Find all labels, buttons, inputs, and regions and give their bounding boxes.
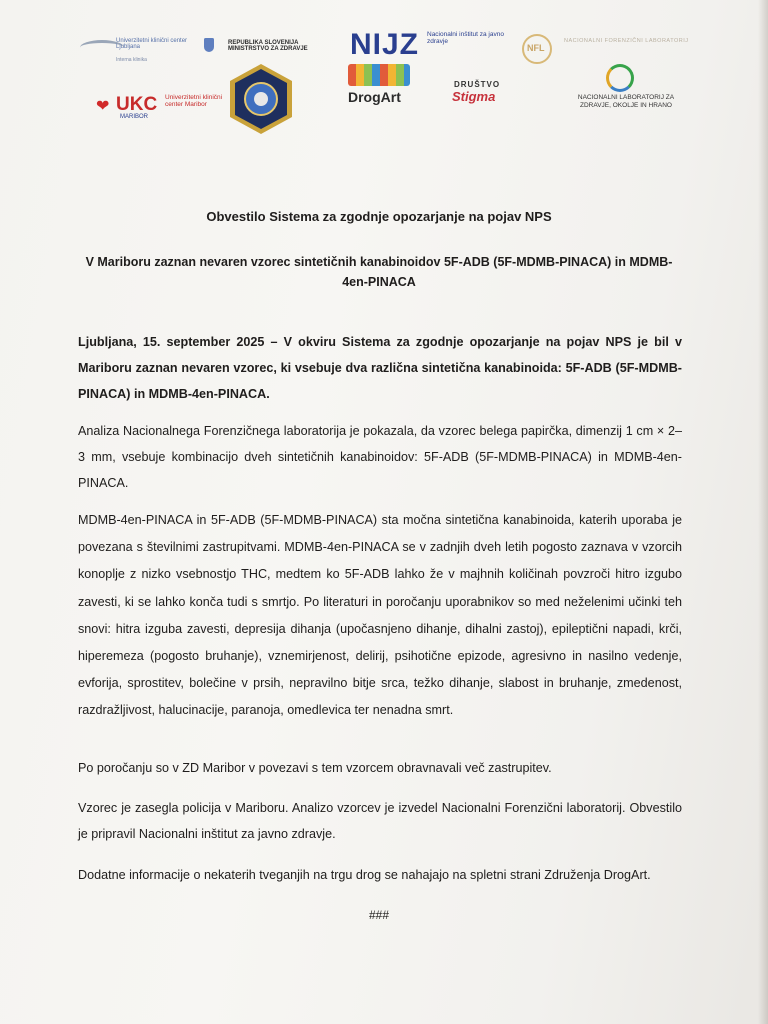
coat-of-arms-icon <box>204 38 214 52</box>
logo-nfl <box>522 34 702 62</box>
logo-ukc-ljubljana <box>80 36 188 70</box>
paragraph-poisonings: Po poročanju so v ZD Maribor v povezavi s tem vzorcem obravnavali več zastrupitev. <box>78 761 552 775</box>
logo-stigma-line1: DRUŠTVO <box>454 80 501 89</box>
paper-edge-shadow <box>758 0 768 1024</box>
logo-nlzoh-text: NACIONALNI LABORATORIJ ZA ZDRAVJE, OKOLJE IN HRANO <box>577 94 675 110</box>
logo-nlzoh <box>566 64 686 118</box>
logo-nfl-text: NACIONALNI FORENZIČNI LABORATORIJ <box>564 38 689 44</box>
paragraph-analysis: Analiza Nacionalnega Forenzičnega laboratorija je pokazala, da vzorec belega papirčka, dimenzij 1 cm × 2–3 mm, vsebuje kombinacijo dveh sintetičnih kanabinoidov: 5F-ADB (5F-MDMB-PINACA) in MDMB-4en-PINACA. <box>78 424 682 490</box>
logo-ministry-text: REPUBLIKA SLOVENIJA MINISTRSTVO ZA ZDRAVJE <box>228 40 308 53</box>
logo-nijz-text: Nacionalni inštitut za javno zdravje <box>427 31 504 45</box>
logo-stigma <box>452 80 522 110</box>
logo-ukc-maribor <box>96 94 226 124</box>
logo-nijz <box>350 28 504 62</box>
logo-nfl-emblem <box>522 34 552 64</box>
end-marker: ### <box>368 908 390 922</box>
document-title: Obvestilo Sistema za zgodnje opozarjanje na pojav NPS <box>206 209 552 224</box>
logo-ukc-ljubljana-subtext: Interna klinika <box>116 57 147 63</box>
logo-ministry-of-health <box>204 38 314 58</box>
logo-ukc-city: MARIBOR <box>120 114 149 120</box>
logo-ukc-ljubljana-text: Univerzitetni klinični center Ljubljana <box>116 38 188 51</box>
drogart-mark-icon <box>348 64 410 86</box>
paragraph-effects: MDMB-4en-PINACA in 5F-ADB (5F-MDMB-PINACA) sta močna sintetična kanabinoida, katerih uporaba je povezana s številnimi zastrupitvami. MDMB-4en-PINACA se v zadnjih dveh letih pogosto zaznava v vzorcih konoplje z nizko vsebnostjo THC, medtem ko 5F-ADB lahko že v majhnih količinah povzroči hitro izgubo zavesti, ki se lahko konča tudi s smrtjo. Po literaturi in poročanju uporabnikov so med neželenimi učinki teh snovi: hitra izguba zavesti, depresija dihanja (upočasnjeno dihanje, dihalni zastoj), epileptični napadi, krči, hiperemeza (pogosto bruhanje), vznemirjenost, delirij, psihotične epizode, agresivno in nasilno vedenje, evforija, sprostitev, bolečine v prsih, nepravilno bitje srca, težko dihanje, slabost in bruhanje, zmedenost, razdražljivost, halucinacije, paranoja, omedlevica ter nenadna smrt. <box>78 513 682 718</box>
logo-stigma-line2: Stigma <box>452 89 496 104</box>
logo-nijz-name: NIJZ <box>350 28 420 61</box>
logo-nfl-abbr: NFL <box>527 43 545 53</box>
paragraph-seizure: Vzorec je zasegla policija v Mariboru. Analizo vzorcev je izvedel Nacionalni Forenzični laboratorij. Obvestilo je pripravil Nacionalni inštitut za javno zdravje. <box>78 801 682 841</box>
logo-police-hexagon <box>228 62 294 136</box>
paragraph-lead: Ljubljana, 15. september 2025 – V okviru Sistema za zgodnje opozarjanje na pojav NPS je bil v Mariboru zaznan nevaren vzorec, ki vsebuje dva različna sintetična kanabinoida: 5F-ADB (5F-MDMB-PINACA) in MDMB-4en-PINACA. <box>78 335 682 401</box>
hexagon-emblem-icon <box>228 62 294 136</box>
heart-icon: ❤ <box>96 98 110 115</box>
paragraph-more-info: Dodatne informacije o nekaterih tveganjih na trgu drog se nahajajo na spletni strani Združenja DrogArt. <box>78 868 651 882</box>
logo-drogart <box>346 64 416 114</box>
document-subtitle: V Mariboru zaznan nevaren vzorec sintetičnih kanabinoidov 5F-ADB (5F-MDMB-PINACA) in MDMB-4en-PINACA <box>85 255 673 289</box>
logo-ukc-text: Univerzitetni klinični center Maribor <box>165 94 223 108</box>
logo-drogart-name: DrogArt <box>348 89 401 105</box>
nlzoh-circle-icon <box>606 64 634 92</box>
logo-ukc-name: UKC <box>116 94 158 115</box>
